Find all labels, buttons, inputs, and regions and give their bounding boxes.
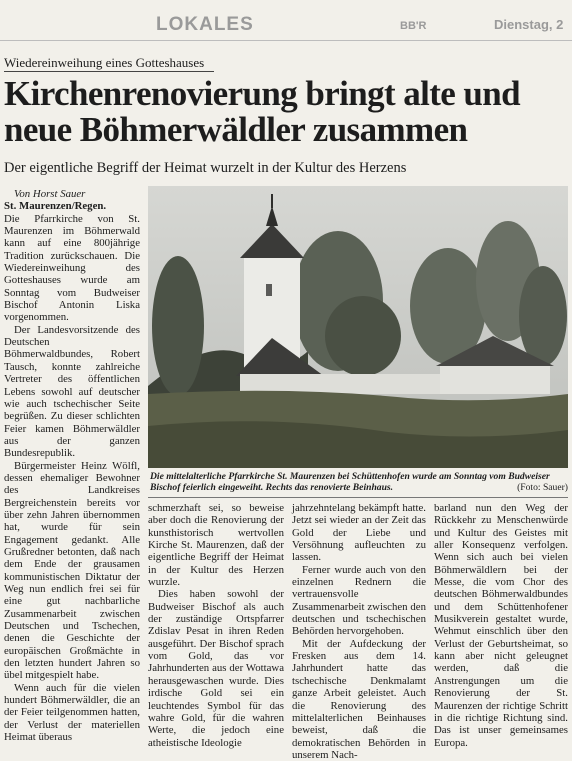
paper-abbreviation: BB'R bbox=[400, 20, 427, 32]
paragraph: Ferner wurde auch von den einzelnen Rednern die vertrauensvolle Zusammenarbeit zwischen den deutschen und tschechischen Behörden hervorgehoben. bbox=[292, 563, 426, 638]
paragraph: Mit der Aufdeckung der Fresken aus dem 14. Jahrhundert hatte das tschechische Denkmalamt ganze Arbeit geleistet. Auch die Renovierung des mittelalterlichen Beinhauses beweist, daß die demokratischen Behörden in unserem Nach- bbox=[292, 637, 426, 761]
kicker-rule bbox=[4, 71, 214, 72]
section-title: LOKALES bbox=[156, 14, 254, 35]
paragraph: Wenn auch für die vielen hundert Böhmerwäldler, die an der Feier teilgenommen hatten, der Verlust der materiellen Heimat überaus bbox=[4, 681, 140, 744]
headline: Kirchenrenovierung bringt alte und neue Böhmerwäldler zusammen bbox=[4, 74, 520, 149]
column-4 bbox=[434, 502, 568, 749]
church-photo bbox=[148, 186, 568, 468]
deck: Der eigentliche Begriff der Heimat wurzelt in der Kultur des Herzens bbox=[4, 160, 407, 176]
paragraph: jahrzehntelang bekämpft hatte. Jetzt sei wieder an der Zeit das Gold der Liebe und Versöhnung aufleuchten zu lassen. bbox=[292, 502, 426, 564]
masthead-rule bbox=[0, 40, 572, 41]
paragraph-text: Die Pfarrkirche von St. Maurenzen im Böhmerwald kann auf eine 800jährige Tradition zurückschauen. Die Wiedereinweihung des Gotteshauses wurde am Sonntag vom Budweiser Bischof Antonin Liska vorgenommen. bbox=[4, 212, 140, 324]
dateline: St. Maurenzen/Regen. bbox=[4, 200, 107, 213]
issue-date: Dienstag, 2 bbox=[494, 17, 564, 32]
column-1 bbox=[4, 188, 140, 743]
paragraph: schmerzhaft sei, so beweise aber doch die Renovierung der kunsthistorisch wertvollen Kirche St. Maurenzen, daß der eigentliche Begriff der Heimat in der Kultur des Herzen wurzle. bbox=[148, 502, 284, 589]
paragraph: Dies haben sowohl der Budweiser Bischof als auch der zuständige Ortspfarrer Zdislav Pesat in ihren Reden ausgeführt. Der Bischof sprach vom Gold, das vor Jahrhunderten aus der Wottawa herausgewaschen wurde. Dies irdische Gold sei ein leuchtendes Symbol für das wahre Gold, für die wahren Werte, die jedoch eine atheistische Ideologie bbox=[148, 588, 284, 749]
church-photo-illustration bbox=[148, 186, 568, 468]
paragraph: Bürgermeister Heinz Wölfl, dessen ehemaliger Bewohner des Landkreises Bergreichenstein bereits vor über zehn Jahren übernommen hat, wurde für sein Engagement gedankt. Alle Grußredner betonten, daß nach dem Ende der grausamen kommunistischen Diktatur der Weg nun endlich frei sei für eine gut nachbarliche Zusammenarbeit zwischen Deutschen und Tschechen, denen die Geschichte der europäischen Großmächte in den letzten hundert Jahren so übel mitgespielt habe. bbox=[4, 459, 140, 682]
column-2 bbox=[148, 502, 284, 749]
masthead bbox=[0, 0, 572, 46]
byline: Von Horst Sauer bbox=[14, 188, 86, 200]
caption-rule bbox=[148, 497, 568, 498]
paragraph: barland nun den Weg der Rückkehr zu Menschenwürde und Kultur des Geistes mit aller Konsequenz verfolgen. Wenn sich auch bei vielen Böhmerwäldlern bei der Messe, die vom Chor des deutschen Böhmerwaldbundes und dem Schüttenhofener Musikverein gestaltet wurde, Wehmut einschlich über den Verlust der Geburtsheimat, so kann aber nicht geleugnet werden, daß die Anstrengungen um die Renovierung der St. Maurenzen der richtige Schritt in die richtige Richtung sind. Das ist unser gemeinsames Europa. bbox=[434, 502, 568, 749]
kicker: Wiedereinweihung eines Gotteshauses bbox=[4, 55, 205, 70]
paragraph: Der Landesvorsitzende des Deutschen Böhmerwaldbundes, Robert Tausch, konnte zahlreiche Vertreter des öffentlichen Lebens sowohl auf deutscher wie auch tschechischer Seite begrüßen. Zu dieser schlichten Feier kamen Böhmerwäldler aus der ganzen Bundesrepublik. bbox=[4, 323, 140, 460]
photo-credit: (Foto: Sauer) bbox=[517, 482, 568, 493]
caption-text: Die mittelalterliche Pfarrkirche St. Maurenzen bei Schüttenhofen wurde am Sonntag vom Budweiser Bischof feierlich eingeweiht. Rechts das renovierte Beinhaus. bbox=[150, 471, 550, 493]
column-3 bbox=[292, 502, 426, 761]
paragraph bbox=[4, 200, 140, 323]
photo-caption bbox=[150, 471, 568, 493]
